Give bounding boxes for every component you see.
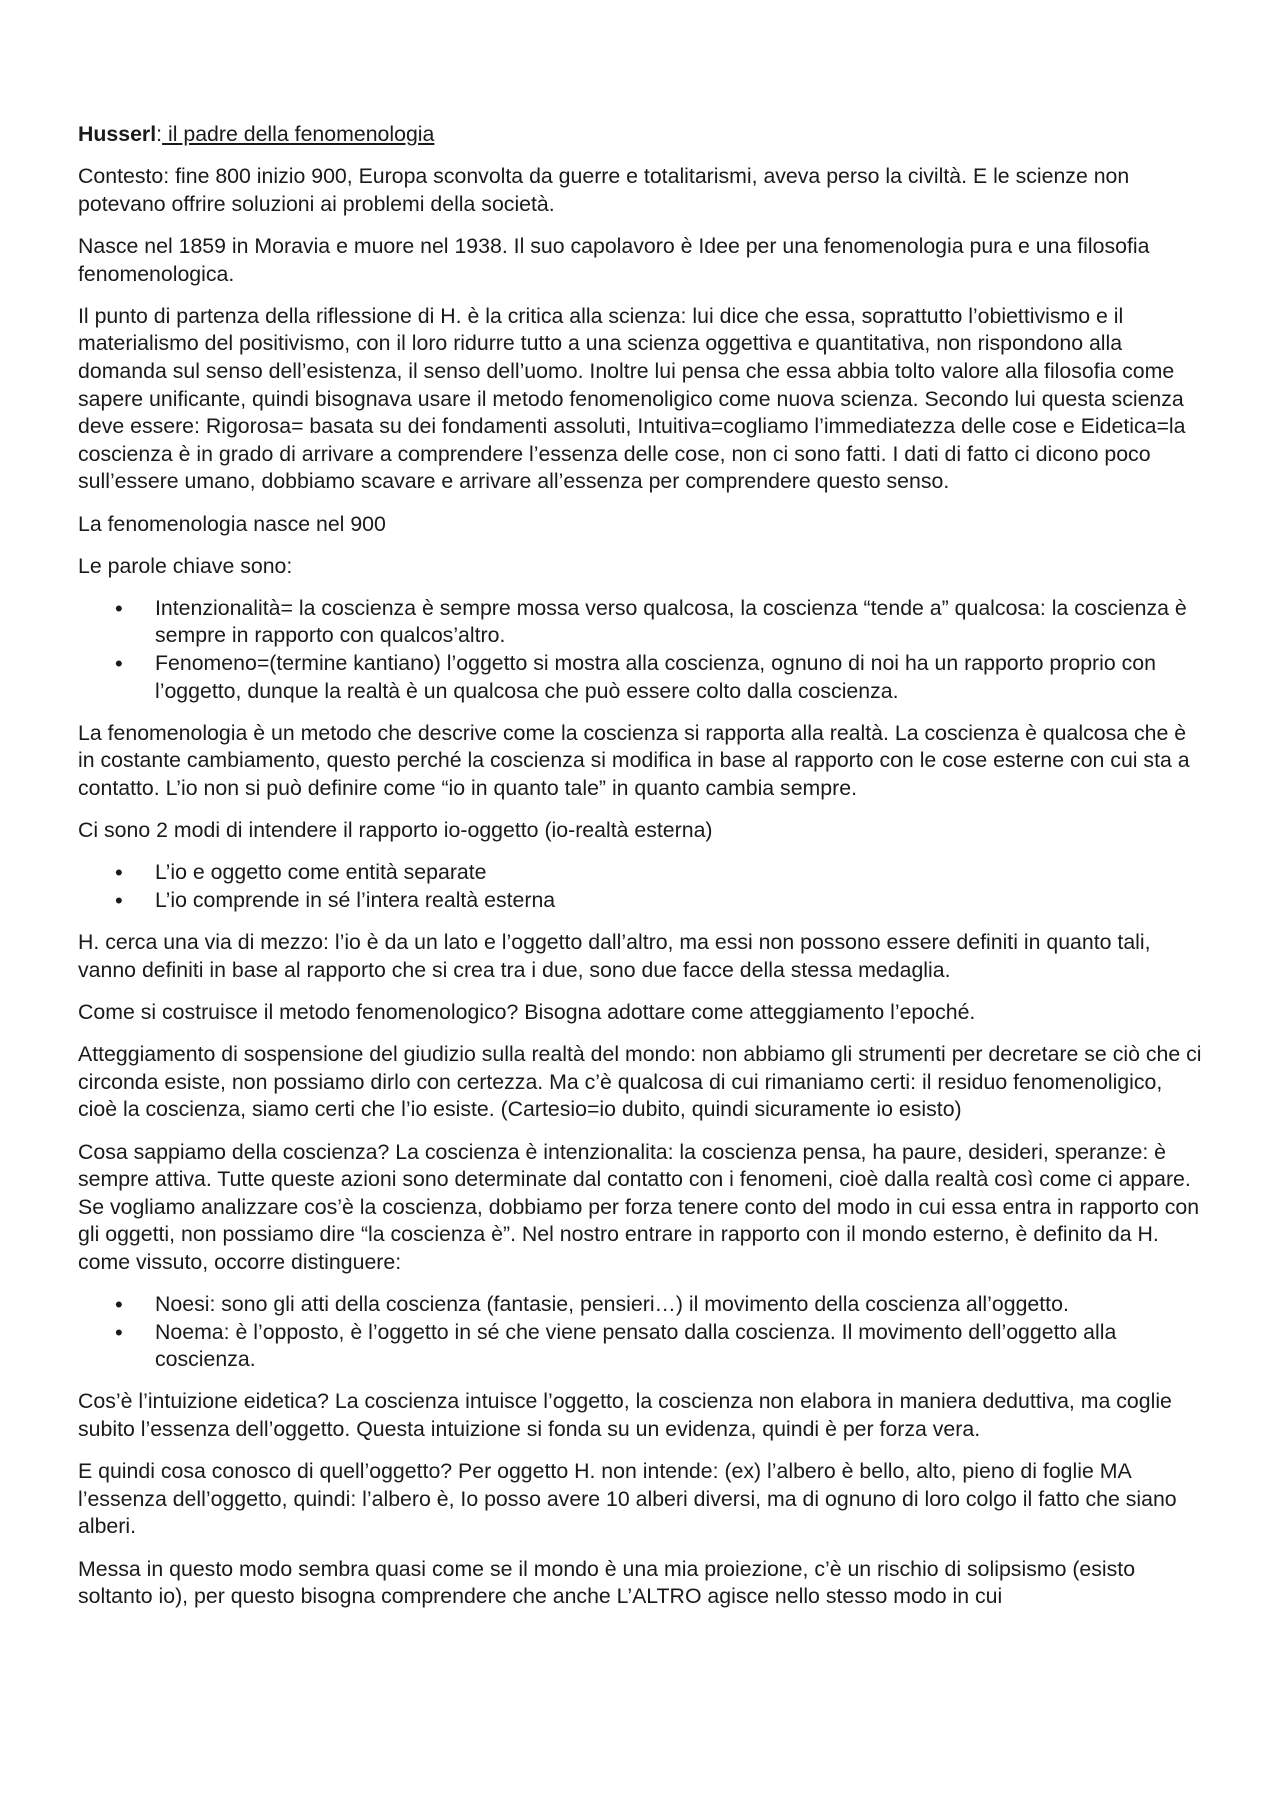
list-item <box>78 859 1204 887</box>
paragraph-epoche: Atteggiamento di sospensione del giudizio sulla realtà del mondo: non abbiamo gli strumenti per decretare se ciò che ci circonda esiste, non possiamo dirlo con certezza. Ma c’è qualcosa di cui rimaniamo certi: il residuo fenomenoligico, cioè la coscienza, siamo certi che l’io esiste. (Cartesio=io dubito, quindi sicuramente io esisto) <box>78 1042 1202 1122</box>
paragraph-middle-way: H. cerca una via di mezzo: l’io è da un lato e l’oggetto dall’altro, ma essi non possono essere definiti in quanto tali, vanno definiti in base al rapporto che si crea tra i due, sono due facce della stessa medaglia. <box>78 930 1151 982</box>
list-item <box>78 595 1204 650</box>
modes-list <box>78 859 1204 914</box>
paragraph-method: La fenomenologia è un metodo che descrive come la coscienza si rapporta alla realtà. La coscienza è qualcosa che è in costante cambiamento, questo perché la coscienza si modifica in base al rapporto con le cose esterne con cui sta a contatto. L’io non si può definire come “io in quanto tale” in quanto cambia sempre. <box>78 720 1190 801</box>
title-colon: : <box>156 122 163 146</box>
title-author: Husserl <box>78 122 157 146</box>
paragraph-epoche-question: Come si costruisce il metodo fenomenologico? Bisogna adottare come atteggiamento l’epoché. <box>78 999 976 1024</box>
paragraph-modes-intro: Ci sono 2 modi di intendere il rapporto io-oggetto (io-realtà esterna) <box>78 818 713 843</box>
paragraph-keywords-intro: Le parole chiave sono: <box>78 553 293 578</box>
paragraph-birth: La fenomenologia nasce nel 900 <box>78 511 386 536</box>
bullet-icon: • <box>115 1319 123 1345</box>
bullet-icon: • <box>115 888 123 913</box>
paragraph-consciousness: Cosa sappiamo della coscienza? La coscienza è intenzionalita: la coscienza pensa, ha paure, desideri, speranze: è sempre attiva. Tutte queste azioni sono determinate dal contatto con i fenomeni, cioè dalla realtà così come ci appare. Se vogliamo analizzare cos’è la coscienza, dobbiamo per forza tenere conto del modo in cui essa entra in rapporto con gli oggetti, non possiamo dire “la coscienza è”. Nel nostro entrare in rapporto con il mondo esterno, è definito da H. come vissuto, occorre distinguere: <box>78 1139 1200 1274</box>
bullet-icon: • <box>115 595 123 621</box>
list-item-text: Noesi: sono gli atti della coscienza (fantasie, pensieri…) il movimento della coscienza all’oggetto. <box>155 1292 1069 1317</box>
bullet-icon: • <box>115 860 123 886</box>
document-title <box>78 121 1204 149</box>
list-item-text: Intenzionalità= la coscienza è sempre mossa verso qualcosa, la coscienza “tende a” qualcosa: la coscienza è sempre in rapporto con qualcos’altro. <box>155 595 1187 648</box>
bullet-icon: • <box>115 1292 123 1318</box>
paragraph-solipsism: Messa in questo modo sembra quasi come se il mondo è una mia proiezione, c’è un rischio di solipsismo (esisto soltanto io), per questo bisogna comprendere che anche L’ALTRO agisce nello stesso modo in cui <box>78 1556 1136 1609</box>
keywords-list <box>78 595 1204 705</box>
paragraph-context: Contesto: fine 800 inizio 900, Europa sconvolta da guerre e totalitarismi, aveva perso la civiltà. E le scienze non potevano offrire soluzioni ai problemi della società. <box>78 164 1130 216</box>
paragraph-object-essence: E quindi cosa conosco di quell’oggetto? Per oggetto H. non intende: (ex) l’albero è bello, alto, pieno di foglie MA l’essenza dell’oggetto, quindi: l’albero è, Io posso avere 10 alberi diversi, ma di ognuno di loro colgo il fatto che siano alberi. <box>78 1459 1177 1539</box>
list-item <box>78 650 1204 705</box>
list-item <box>78 887 1204 915</box>
list-item-text: L’io comprende in sé l’intera realtà esterna <box>155 888 556 912</box>
list-item <box>78 1319 1204 1374</box>
paragraph-eidetic-intuition: Cos’è l’intuizione eidetica? La coscienza intuisce l’oggetto, la coscienza non elabora in maniera deduttiva, ma coglie subito l’essenza dell’oggetto. Questa intuizione si fonda su un evidenza, quindi è per forza vera. <box>78 1389 1172 1442</box>
bullet-icon: • <box>115 651 123 677</box>
paragraph-biography: Nasce nel 1859 in Moravia e muore nel 1938. Il suo capolavoro è Idee per una fenomenologia pura e una filosofia fenomenologica. <box>78 233 1150 286</box>
list-item-text: L’io e oggetto come entità separate <box>155 860 487 885</box>
title-subtitle: il padre della fenomenologia <box>162 122 435 146</box>
list-item-text: Noema: è l’opposto, è l’oggetto in sé che viene pensato dalla coscienza. Il movimento dell’oggetto alla coscienza. <box>155 1319 1117 1372</box>
list-item <box>78 1291 1204 1319</box>
paragraph-critique: Il punto di partenza della riflessione di H. è la critica alla scienza: lui dice che essa, soprattutto l’obiettivismo e il materialismo del positivismo, con il loro ridurre tutto a una scienza oggettiva e quantitativa, non rispondono alla domanda sul senso dell’esistenza, il senso dell’uomo. Inoltre lui pensa che essa abbia tolto valore alla filosofia come sapere unificante, quindi bisognava usare il metodo fenomenoligico come nuova scienza. Secondo lui questa scienza deve essere: Rigorosa= basata su dei fondamenti assoluti, Intuitiva=cogliamo l’immediatezza delle cose e Eidetica=la coscienza è in grado di arrivare a comprendere l’essenza delle cose, non ci sono fatti. I dati di fatto ci dicono poco sull’essere umano, dobbiamo scavare e arrivare all’essenza per comprendere questo senso. <box>78 303 1186 494</box>
list-item-text: Fenomeno=(termine kantiano) l’oggetto si mostra alla coscienza, ognuno di noi ha un rapporto proprio con l’oggetto, dunque la realtà è un qualcosa che può essere colto dalla coscienza. <box>155 651 1156 703</box>
noesi-noema-list <box>78 1291 1204 1374</box>
